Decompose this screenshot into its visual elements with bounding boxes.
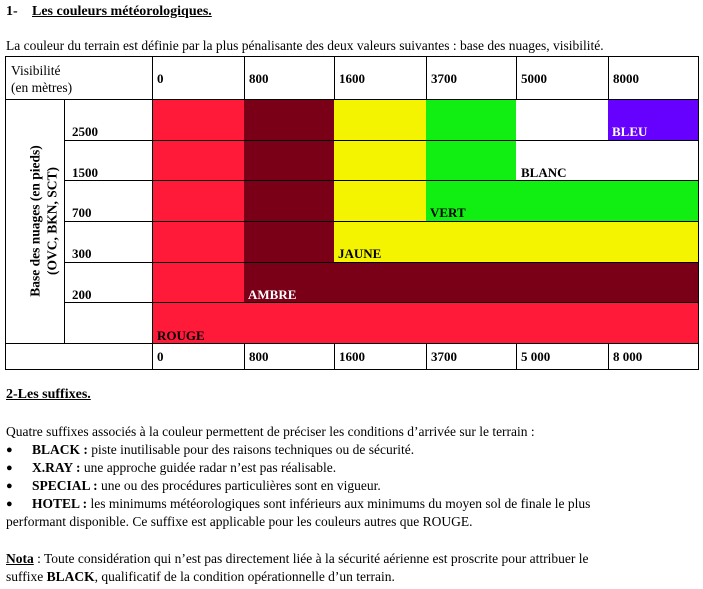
cell-blanc	[608, 140, 698, 180]
cell-ambre	[244, 180, 334, 221]
cell-ambre	[244, 221, 334, 262]
visibility-bottom-5000: 5 000	[521, 349, 551, 364]
cell-ambre	[244, 99, 334, 140]
cloud-base-axis-sub: (OVC, BKN, SCT)	[44, 166, 60, 276]
note-text: suffixe	[6, 569, 47, 584]
suffix-term: X.RAY :	[32, 460, 81, 475]
cell-vert	[426, 140, 516, 180]
visibility-bottom-0: 0	[157, 349, 164, 364]
suffix-text: une ou des procédures particulières sont en vigueur.	[97, 478, 381, 493]
note-text: , qualificatif de la condition opérationnelle d’un terrain.	[94, 569, 395, 584]
visibility-bottom-3700: 3700	[431, 349, 457, 364]
cell-jaune	[334, 99, 426, 140]
note-label: Nota	[6, 551, 34, 566]
visibility-top-3700: 3700	[431, 71, 457, 86]
bullet-icon: ●	[6, 498, 13, 510]
visibility-bottom-8000: 8 000	[613, 349, 643, 364]
suffix-text: piste inutilisable pour des raisons techniques ou de sécurité.	[87, 442, 415, 457]
visibility-bottom-1600: 1600	[339, 349, 365, 364]
label-bleu: BLEU	[612, 124, 648, 139]
bullet-icon: ●	[6, 444, 13, 456]
cloud-base-300: 300	[72, 246, 92, 261]
section1-intro: La couleur du terrain est définie par la plus pénalisante des deux valeurs suivantes : base des nuages, visibilité.	[6, 38, 604, 53]
cell-jaune	[334, 140, 426, 180]
cell-rouge	[152, 140, 244, 180]
cloud-base-2500: 2500	[72, 124, 98, 139]
cell-ambre	[244, 140, 334, 180]
cell-vert	[426, 99, 516, 140]
visibility-header: Visibilité	[11, 63, 61, 78]
suffix-term: HOTEL :	[32, 496, 88, 511]
cell-rouge	[152, 180, 244, 221]
note-line2	[6, 570, 395, 584]
section1-number: 1-	[6, 4, 18, 19]
cloud-base-1500: 1500	[72, 165, 98, 180]
label-vert: VERT	[430, 205, 466, 220]
cell-ambre	[244, 262, 698, 302]
cloud-base-200: 200	[72, 287, 92, 302]
bullet-icon: ●	[6, 480, 13, 492]
cell-rouge	[152, 99, 244, 140]
label-jaune: JAUNE	[338, 246, 382, 261]
suffix-term: SPECIAL :	[32, 478, 98, 493]
cell-jaune	[334, 180, 426, 221]
note-line1	[6, 552, 588, 566]
cell-rouge	[152, 221, 244, 262]
cell-rouge	[152, 262, 244, 302]
suffix-term: BLACK :	[32, 442, 88, 457]
visibility-top-1600: 1600	[339, 71, 365, 86]
cell-jaune	[334, 221, 698, 262]
visibility-top-0: 0	[157, 71, 164, 86]
label-ambre: AMBRE	[248, 287, 297, 302]
visibility-unit: (en mètres)	[11, 80, 73, 95]
visibility-top-5000: 5000	[521, 71, 547, 86]
visibility-top-800: 800	[249, 71, 269, 86]
note-text: : Toute considération qui n’est pas directement liée à la sécurité aérienne est proscrite pour attribuer le	[33, 551, 589, 566]
bullet-icon: ●	[6, 462, 13, 474]
cell-vert	[426, 180, 698, 221]
cloud-base-axis-label: Base des nuages (en pieds)	[27, 145, 43, 297]
suffix-text: les minimums météorologiques sont inférieurs aux minimums du moyen sol de finale le plus	[87, 496, 591, 511]
suffix-text: une approche guidée radar n’est pas réalisable.	[80, 460, 337, 475]
suffix-text-continuation: performant disponible. Ce suffixe est applicable pour les couleurs autres que ROUGE.	[6, 514, 473, 529]
cell-blanc	[516, 99, 608, 140]
visibility-top-8000: 8000	[613, 71, 639, 86]
section1-title: Les couleurs météorologiques.	[32, 4, 212, 19]
label-rouge: ROUGE	[157, 328, 205, 343]
label-blanc: BLANC	[521, 165, 567, 180]
cloud-base-700: 700	[72, 205, 92, 220]
section2-title: 2-Les suffixes.	[6, 387, 91, 402]
visibility-bottom-800: 800	[249, 349, 269, 364]
cell-rouge	[152, 302, 698, 343]
section2-intro: Quatre suffixes associés à la couleur permettent de préciser les conditions d’arrivée sur le terrain :	[6, 424, 535, 439]
note-black: BLACK	[46, 569, 95, 584]
